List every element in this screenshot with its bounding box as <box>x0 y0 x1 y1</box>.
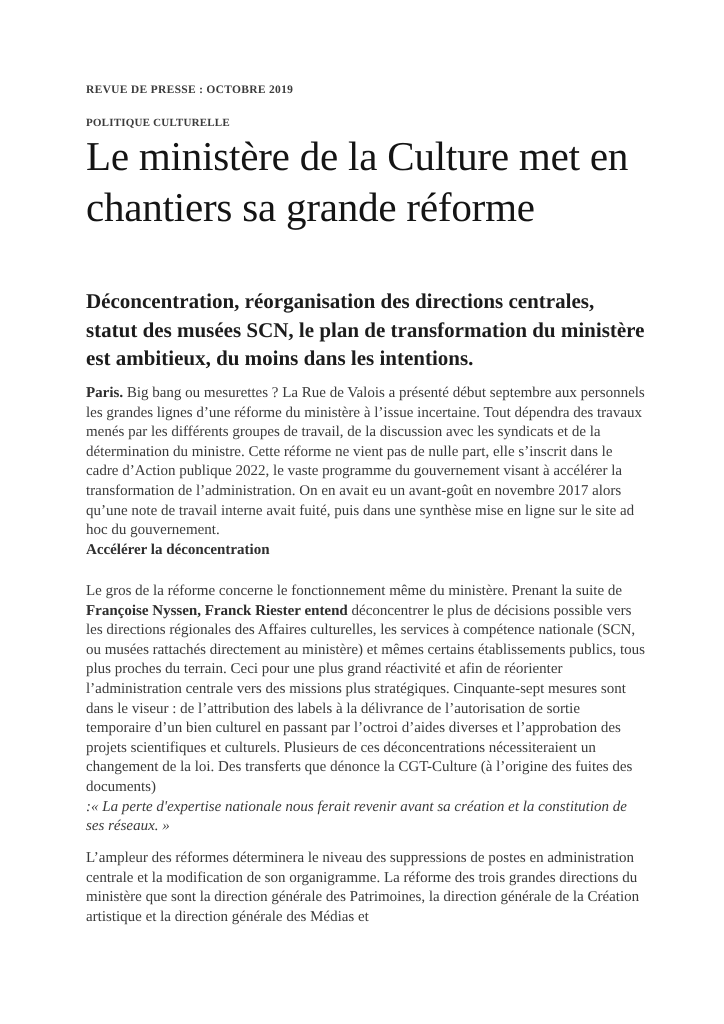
press-review-kicker: REVUE DE PRESSE : OCTOBRE 2019 <box>86 84 294 96</box>
section-label: POLITIQUE CULTURELLE <box>86 117 230 129</box>
cgt-culture-quote: :« La perte d'expertise nationale nous ferait revenir avant sa création et la constitution de ses réseaux. » <box>86 798 627 835</box>
paragraph-reforme-seg1: Le gros de la réforme concerne le fonctionnement même du ministère. Prenant la suite de <box>86 583 623 599</box>
paragraph-reforme <box>86 582 648 837</box>
subhead-accelerer-deconcentration: Accélérer la déconcentration <box>86 541 270 558</box>
paragraph-intro <box>86 384 648 560</box>
paragraph-intro-text: Big bang ou mesurettes ? La Rue de Valois a présenté début septembre aux personnels les grandes lignes d’une réforme du ministère à l’issue incertaine. Tout dépendra des travaux menés par les différents groupes de travail, de la discussion avec les syndicats et de la détermination du ministre. Cette réforme ne vient pas de nulle part, elle s’inscrit dans le cadre d’Action publique 2022, le vaste programme du gouvernement visant à accélérer la transformation de l’administration. On en avait eu un avant-goût en novembre 2017 alors qu’une note de travail interne avait fuité, puis dans une synthèse mise en ligne sur le site ad hoc du gouvernement. <box>86 385 645 539</box>
paragraph-reforme-names-bold: Françoise Nyssen, Franck Riester entend <box>86 602 348 619</box>
article-standfirst: Déconcentration, réorganisation des directions centrales, statut des musées SCN, le plan de transformation du ministère est ambitieux, du moins dans les intentions. <box>86 289 645 370</box>
article-title: Le ministère de la Culture met en chantiers sa grande réforme <box>86 133 629 230</box>
paragraph-intro-dateline: Paris. <box>86 385 124 401</box>
paragraph-reforme-seg2: déconcentrer le plus de décisions possible vers les directions régionales des Affaires culturelles, les services à compétence nationale (SCN, ou musées rattachés directement au ministère) et mêmes certains établissements publics, tous plus proches du terrain. Ceci pour une plus grand réactivité et afin de réorienter l’administration centrale vers des missions plus stratégiques. Cinquante-sept mesures sont dans le viseur : de l’attribution des labels à la délivrance de l’autorisation de sortie temporaire d’un bien culturel en passant par l’octroi d’aides diverses et l’approbation des projets scientifiques et culturels. Plusieurs de ces déconcentrations nécessiteraient un changement de la loi. Des transferts que dénonce la CGT-Culture (à l’origine des fuites des documents) <box>86 602 645 795</box>
paragraph-ampleur: L’ampleur des réformes déterminera le niveau des suppressions de postes en administration centrale et la modification de son organigramme. La réforme des trois grandes directions du ministère que sont la direction générale des Patrimoines, la direction générale de la Création artistique et la direction générale des Médias et <box>86 850 640 925</box>
